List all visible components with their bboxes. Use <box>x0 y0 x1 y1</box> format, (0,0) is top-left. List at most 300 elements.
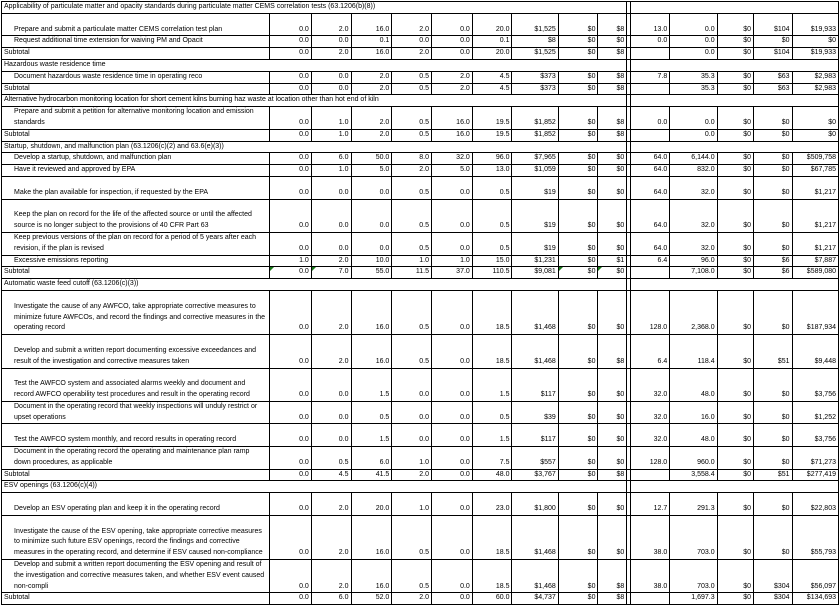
value-cell: $0 <box>558 48 598 60</box>
value-cell: 52.0 <box>351 593 392 605</box>
value-cell: 8.0 <box>392 153 432 165</box>
table-row <box>2 255 839 267</box>
value-cell: $0 <box>717 13 753 36</box>
value-cell: 4.5 <box>472 83 512 95</box>
value-cell: $1,800 <box>512 493 558 516</box>
value-cell: 2.0 <box>311 290 351 334</box>
activity-description: Document hazardous waste residence time in operating reco <box>2 71 270 83</box>
value-cell: $3,756 <box>792 424 838 447</box>
table-row <box>2 424 839 447</box>
value-cell: $0 <box>558 560 598 593</box>
value-cell: $0 <box>754 401 793 424</box>
value-cell: 1,697.3 <box>670 593 717 605</box>
value-cell: $2,983 <box>792 71 838 83</box>
value-cell: $0 <box>598 199 627 232</box>
blank-cell <box>630 141 838 153</box>
value-cell: $1,217 <box>792 232 838 255</box>
value-cell: 38.0 <box>630 515 670 559</box>
activity-description: Excessive emissions reporting <box>2 255 270 267</box>
value-cell: 13.0 <box>472 165 512 177</box>
value-cell: 0.0 <box>432 232 473 255</box>
value-cell: $0 <box>754 515 793 559</box>
value-cell: $104 <box>754 48 793 60</box>
value-cell: $304 <box>754 593 793 605</box>
value-cell: 16.0 <box>351 560 392 593</box>
value-cell: 20.0 <box>472 13 512 36</box>
value-cell: $0 <box>717 515 753 559</box>
activity-description: Test the AWFCO system monthly, and record results in operating record <box>2 424 270 447</box>
value-cell: $0 <box>717 290 753 334</box>
value-cell: $0 <box>598 515 627 559</box>
value-cell: 1.0 <box>311 165 351 177</box>
burden-table <box>1 1 839 605</box>
value-cell: 7.5 <box>472 447 512 470</box>
value-cell: $509,758 <box>792 153 838 165</box>
value-cell: 0.0 <box>269 424 311 447</box>
value-cell: 0.5 <box>392 232 432 255</box>
value-cell: 0.0 <box>670 36 717 48</box>
activity-description: Develop an ESV operating plan and keep it in the operating record <box>2 493 270 516</box>
value-cell: 0.5 <box>392 71 432 83</box>
value-cell: 2.0 <box>351 107 392 130</box>
value-cell: 0.0 <box>670 48 717 60</box>
value-cell: 0.0 <box>351 176 392 199</box>
value-cell: $0 <box>754 199 793 232</box>
value-cell: 32.0 <box>432 153 473 165</box>
value-cell: $0 <box>558 13 598 36</box>
value-cell: $0 <box>717 83 753 95</box>
value-cell: $0 <box>717 232 753 255</box>
value-cell: $0 <box>717 199 753 232</box>
value-cell: 3,558.4 <box>670 469 717 481</box>
value-cell: $0 <box>754 368 793 401</box>
activity-description: Develop and submit a written report documenting the ESV opening and result of the investigation and corrective measures taken, and whether ESV event caused non-compli <box>2 560 270 593</box>
value-cell: $8 <box>598 48 627 60</box>
value-cell: $39 <box>512 401 558 424</box>
value-cell: 0.0 <box>432 424 473 447</box>
value-cell: 7.8 <box>630 71 670 83</box>
value-cell: $1,468 <box>512 335 558 368</box>
value-cell: 0.0 <box>432 493 473 516</box>
value-cell: $1,217 <box>792 199 838 232</box>
value-cell: 1.0 <box>392 447 432 470</box>
value-cell: 48.0 <box>670 424 717 447</box>
table-row <box>2 368 839 401</box>
value-cell: 5.0 <box>432 165 473 177</box>
value-cell: $0 <box>558 469 598 481</box>
value-cell: 10.0 <box>351 255 392 267</box>
table-row <box>2 165 839 177</box>
value-cell: $0 <box>558 165 598 177</box>
value-cell: 32.0 <box>630 401 670 424</box>
subtotal-row <box>2 129 839 141</box>
value-cell: $8 <box>598 129 627 141</box>
value-cell: 16.0 <box>432 107 473 130</box>
value-cell: 0.0 <box>432 48 473 60</box>
value-cell: $0 <box>558 176 598 199</box>
value-cell: $0 <box>558 267 598 279</box>
value-cell: 2,368.0 <box>670 290 717 334</box>
value-cell: 35.3 <box>670 83 717 95</box>
value-cell: $1,231 <box>512 255 558 267</box>
value-cell: 0.5 <box>311 447 351 470</box>
value-cell: 0.0 <box>392 368 432 401</box>
value-cell: $56,097 <box>792 560 838 593</box>
value-cell: 18.5 <box>472 335 512 368</box>
value-cell: $0 <box>717 593 753 605</box>
value-cell: 15.0 <box>472 255 512 267</box>
value-cell: $8 <box>598 107 627 130</box>
value-cell: $0 <box>717 401 753 424</box>
value-cell: 55.0 <box>351 267 392 279</box>
value-cell: $8 <box>598 83 627 95</box>
value-cell: $0 <box>558 255 598 267</box>
section-header-row <box>2 481 839 493</box>
subtotal-label: Subtotal <box>2 48 270 60</box>
value-cell: $19,933 <box>792 48 838 60</box>
value-cell: 1.5 <box>472 368 512 401</box>
value-cell: 0.0 <box>432 199 473 232</box>
value-cell: $0 <box>598 176 627 199</box>
value-cell: 0.5 <box>472 401 512 424</box>
value-cell: 0.0 <box>269 165 311 177</box>
value-cell: 19.5 <box>472 107 512 130</box>
activity-description: Keep previous versions of the plan on record for a period of 5 years after each revision, if the plan is revised <box>2 232 270 255</box>
value-cell: $0 <box>598 232 627 255</box>
value-cell: 2.0 <box>311 493 351 516</box>
section-title: Automatic waste feed cutoff (63.1206(c)(3)) <box>2 279 627 291</box>
value-cell: 2.0 <box>392 48 432 60</box>
value-cell: $51 <box>754 335 793 368</box>
value-cell: 6,144.0 <box>670 153 717 165</box>
activity-description: Have it reviewed and approved by EPA <box>2 165 270 177</box>
value-cell: $0 <box>558 424 598 447</box>
value-cell: $589,080 <box>792 267 838 279</box>
value-cell: 0.0 <box>269 368 311 401</box>
value-cell: $0 <box>754 232 793 255</box>
value-cell: 50.0 <box>351 153 392 165</box>
subtotal-row <box>2 267 839 279</box>
value-cell: 703.0 <box>670 515 717 559</box>
value-cell: 2.0 <box>311 13 351 36</box>
value-cell: 96.0 <box>472 153 512 165</box>
value-cell: $1,525 <box>512 48 558 60</box>
value-cell: $0 <box>558 447 598 470</box>
value-cell: 18.5 <box>472 560 512 593</box>
value-cell: $1,059 <box>512 165 558 177</box>
table-row <box>2 493 839 516</box>
value-cell: 0.0 <box>432 368 473 401</box>
value-cell: 2.0 <box>392 13 432 36</box>
value-cell: $7,965 <box>512 153 558 165</box>
value-cell: 37.0 <box>432 267 473 279</box>
activity-description: Keep the plan on record for the life of the affected source or until the affected source is no longer subject to the provisions of 40 CFR Part 63 <box>2 199 270 232</box>
section-header-row <box>2 141 839 153</box>
value-cell: 32.0 <box>670 232 717 255</box>
value-cell: $55,793 <box>792 515 838 559</box>
value-cell: 1.0 <box>311 107 351 130</box>
value-cell: $0 <box>754 424 793 447</box>
section-title: Applicability of particulate matter and opacity standards during particulate matter CEMS correlation tests (63.1206(b)(8)) <box>2 2 627 14</box>
value-cell: 0.0 <box>432 447 473 470</box>
value-cell: 0.0 <box>392 36 432 48</box>
subtotal-row <box>2 48 839 60</box>
value-cell: 38.0 <box>630 560 670 593</box>
value-cell: 19.5 <box>472 129 512 141</box>
value-cell: 1.5 <box>472 424 512 447</box>
subtotal-label: Subtotal <box>2 267 270 279</box>
value-cell: 0.5 <box>392 176 432 199</box>
table-row <box>2 199 839 232</box>
value-cell: 0.5 <box>392 515 432 559</box>
value-cell: 2.0 <box>351 71 392 83</box>
value-cell: $0 <box>717 176 753 199</box>
value-cell: $8 <box>598 469 627 481</box>
value-cell: 0.0 <box>432 593 473 605</box>
value-cell: 16.0 <box>351 335 392 368</box>
value-cell: 0.0 <box>269 36 311 48</box>
value-cell: 0.0 <box>311 424 351 447</box>
value-cell: $104 <box>754 13 793 36</box>
value-cell: 2.0 <box>392 469 432 481</box>
value-cell: $117 <box>512 368 558 401</box>
value-cell: 1.5 <box>351 368 392 401</box>
value-cell: 1.5 <box>351 424 392 447</box>
section-title: Hazardous waste residence time <box>2 59 627 71</box>
blank-cell <box>630 481 838 493</box>
value-cell: $1,525 <box>512 13 558 36</box>
value-cell: 0.1 <box>351 36 392 48</box>
value-cell: 0.0 <box>269 447 311 470</box>
section-header-row <box>2 59 839 71</box>
value-cell: $0 <box>717 129 753 141</box>
table-row <box>2 335 839 368</box>
value-cell: $0 <box>598 368 627 401</box>
value-cell: 0.0 <box>269 13 311 36</box>
value-cell: 110.5 <box>472 267 512 279</box>
value-cell: 1.0 <box>392 493 432 516</box>
value-cell: 832.0 <box>670 165 717 177</box>
value-cell: $0 <box>792 36 838 48</box>
value-cell: 0.0 <box>432 290 473 334</box>
value-cell: 64.0 <box>630 232 670 255</box>
value-cell: 7.0 <box>311 267 351 279</box>
value-cell: 48.0 <box>670 368 717 401</box>
section-title: Startup, shutdown, and malfunction plan (63.1206(c)(2) and 63.6(e)(3)) <box>2 141 627 153</box>
value-cell: 1.0 <box>311 129 351 141</box>
value-cell: $0 <box>558 368 598 401</box>
value-cell: 6.0 <box>311 153 351 165</box>
value-cell: 0.0 <box>269 469 311 481</box>
value-cell: 60.0 <box>472 593 512 605</box>
value-cell: 20.0 <box>472 48 512 60</box>
subtotal-label: Subtotal <box>2 83 270 95</box>
value-cell: $0 <box>754 153 793 165</box>
value-cell: 2.0 <box>432 71 473 83</box>
value-cell: 960.0 <box>670 447 717 470</box>
activity-description: Document in the operating record the operating and maintenance plan ramp down procedures, as applicable <box>2 447 270 470</box>
activity-description: Test the AWFCO system and associated alarms weekly and document and record AWFCO operability test procedures and result in the operating record <box>2 368 270 401</box>
value-cell: 0.0 <box>392 401 432 424</box>
value-cell: $187,934 <box>792 290 838 334</box>
table-row <box>2 71 839 83</box>
table-row <box>2 13 839 36</box>
value-cell: 12.7 <box>630 493 670 516</box>
value-cell: 2.0 <box>311 515 351 559</box>
value-cell: 703.0 <box>670 560 717 593</box>
table-row <box>2 560 839 593</box>
value-cell: 16.0 <box>351 48 392 60</box>
value-cell: 0.0 <box>351 232 392 255</box>
value-cell: $63 <box>754 83 793 95</box>
value-cell: 32.0 <box>630 424 670 447</box>
value-cell: 0.0 <box>311 401 351 424</box>
value-cell: $0 <box>717 71 753 83</box>
activity-description: Document in the operating record that weekly inspections will unduly restrict or upset operations <box>2 401 270 424</box>
value-cell: $3,756 <box>792 368 838 401</box>
subtotal-row <box>2 469 839 481</box>
activity-description: Develop a startup, shutdown, and malfunction plan <box>2 153 270 165</box>
value-cell: 2.0 <box>432 83 473 95</box>
value-cell: 2.0 <box>392 165 432 177</box>
value-cell: 0.5 <box>392 107 432 130</box>
activity-description: Develop and submit a written report documenting excessive exceedances and result of the investigation and corrective measures taken <box>2 335 270 368</box>
value-cell: $6 <box>754 255 793 267</box>
value-cell: 2.0 <box>311 335 351 368</box>
value-cell: 2.0 <box>311 560 351 593</box>
value-cell: 0.0 <box>269 176 311 199</box>
value-cell: 0.5 <box>392 199 432 232</box>
blank-cell <box>630 279 838 291</box>
value-cell: $373 <box>512 71 558 83</box>
value-cell: 0.0 <box>670 107 717 130</box>
value-cell: 0.0 <box>269 560 311 593</box>
value-cell: 6.4 <box>630 255 670 267</box>
value-cell: $0 <box>598 267 627 279</box>
activity-description: Investigate the cause of the ESV opening, take appropriate corrective measures to minimize such future ESV openings, record the findings and corrective measures in the operating record, and determine if ESV caused non-compliance <box>2 515 270 559</box>
subtotal-label: Subtotal <box>2 129 270 141</box>
value-cell: 16.0 <box>432 129 473 141</box>
value-cell: 0.0 <box>311 176 351 199</box>
blank-cell <box>630 2 838 14</box>
value-cell: 0.5 <box>392 83 432 95</box>
value-cell: $0 <box>558 493 598 516</box>
value-cell: 0.0 <box>670 13 717 36</box>
value-cell: 0.0 <box>630 36 670 48</box>
value-cell: 0.0 <box>432 176 473 199</box>
value-cell: $8 <box>598 13 627 36</box>
value-cell: 0.0 <box>311 83 351 95</box>
value-cell: 13.0 <box>630 13 670 36</box>
value-cell: $67,785 <box>792 165 838 177</box>
section-header-row <box>2 95 839 107</box>
value-cell: $1,217 <box>792 176 838 199</box>
value-cell: 0.5 <box>472 176 512 199</box>
value-cell: 0.0 <box>670 129 717 141</box>
value-cell <box>630 48 670 60</box>
value-cell: $1,252 <box>792 401 838 424</box>
value-cell <box>630 129 670 141</box>
table-row <box>2 447 839 470</box>
value-cell: $0 <box>717 36 753 48</box>
value-cell: $0 <box>754 176 793 199</box>
value-cell: $0 <box>598 447 627 470</box>
value-cell: 1.0 <box>432 255 473 267</box>
value-cell: 0.0 <box>432 401 473 424</box>
value-cell: $0 <box>754 36 793 48</box>
value-cell: $0 <box>598 290 627 334</box>
value-cell: $0 <box>717 165 753 177</box>
table-row <box>2 232 839 255</box>
value-cell: 0.0 <box>269 335 311 368</box>
subtotal-label: Subtotal <box>2 469 270 481</box>
value-cell: 32.0 <box>630 368 670 401</box>
value-cell: $0 <box>558 83 598 95</box>
value-cell: $6 <box>754 267 793 279</box>
value-cell: 35.3 <box>670 71 717 83</box>
value-cell: $0 <box>558 107 598 130</box>
value-cell: $0 <box>754 107 793 130</box>
value-cell: $0 <box>598 401 627 424</box>
value-cell: 291.3 <box>670 493 717 516</box>
value-cell: $0 <box>717 424 753 447</box>
value-cell: 128.0 <box>630 290 670 334</box>
value-cell: $0 <box>717 255 753 267</box>
value-cell: 1.0 <box>269 255 311 267</box>
activity-description: Prepare and submit a particulate matter CEMS correlation test plan <box>2 13 270 36</box>
value-cell <box>630 83 670 95</box>
value-cell: 20.0 <box>351 493 392 516</box>
value-cell: 16.0 <box>351 290 392 334</box>
value-cell: $19,933 <box>792 13 838 36</box>
activity-description: Request additional time extension for waiving PM and Opacit <box>2 36 270 48</box>
value-cell <box>630 267 670 279</box>
value-cell: 0.0 <box>311 232 351 255</box>
value-cell: 32.0 <box>670 199 717 232</box>
value-cell: 18.5 <box>472 515 512 559</box>
value-cell: 0.0 <box>269 493 311 516</box>
value-cell: 0.5 <box>392 129 432 141</box>
value-cell: 0.0 <box>432 515 473 559</box>
value-cell: $1,852 <box>512 107 558 130</box>
value-cell: $7,887 <box>792 255 838 267</box>
value-cell: $8 <box>598 335 627 368</box>
value-cell: 2.0 <box>311 255 351 267</box>
value-cell: $0 <box>558 515 598 559</box>
value-cell: 0.0 <box>269 129 311 141</box>
value-cell: $19 <box>512 232 558 255</box>
value-cell: $0 <box>558 335 598 368</box>
value-cell: 0.5 <box>392 290 432 334</box>
value-cell: $8 <box>598 560 627 593</box>
value-cell: $117 <box>512 424 558 447</box>
value-cell: $0 <box>598 36 627 48</box>
value-cell: $0 <box>717 469 753 481</box>
value-cell: $0 <box>558 290 598 334</box>
value-cell: $0 <box>754 447 793 470</box>
value-cell: 0.5 <box>392 335 432 368</box>
value-cell: 0.0 <box>269 199 311 232</box>
value-cell: 2.0 <box>351 129 392 141</box>
value-cell: $1,468 <box>512 515 558 559</box>
blank-cell <box>630 95 838 107</box>
value-cell: 6.4 <box>630 335 670 368</box>
value-cell: 11.5 <box>392 267 432 279</box>
value-cell: 64.0 <box>630 199 670 232</box>
value-cell: 96.0 <box>670 255 717 267</box>
value-cell: 6.0 <box>351 447 392 470</box>
section-title: ESV openings (63.1206(c)(4)) <box>2 481 627 493</box>
